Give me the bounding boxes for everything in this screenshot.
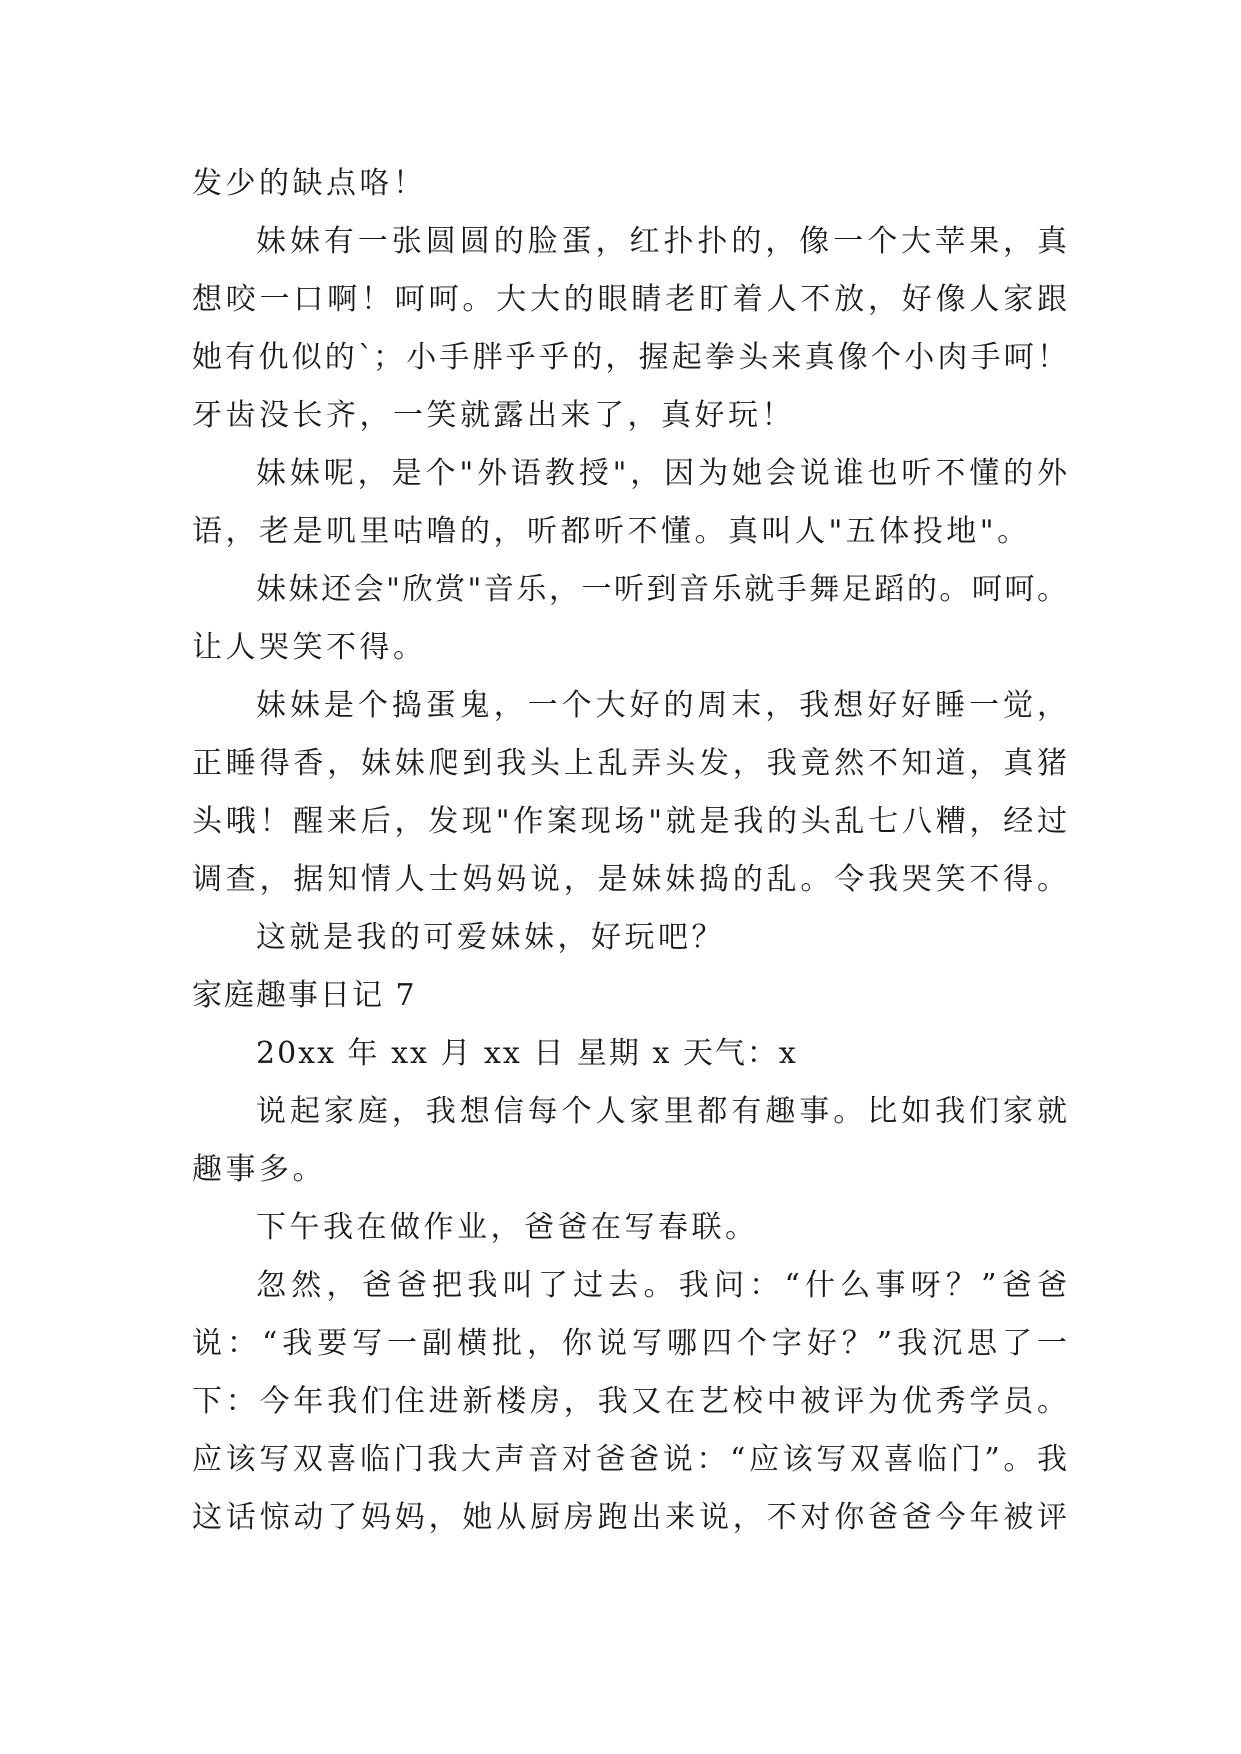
text-line: 让人哭笑不得。 <box>192 630 427 665</box>
text-line: 妹妹还会"欣赏"音乐，一听到音乐就手舞足蹈的。呵呵。 <box>256 572 1067 607</box>
text-line: 下：今年我们住进新楼房，我又在艺校中被评为优秀学员。 <box>192 1384 1067 1419</box>
text-line: 应该写双喜临门我大声音对爸爸说：“应该写双喜临门”。我 <box>192 1442 1067 1477</box>
text-line: 这就是我的可爱妹妹，好玩吧？ <box>256 920 725 955</box>
text-line: 妹妹有一张圆圆的脸蛋，红扑扑的，像一个大苹果，真 <box>256 224 1067 259</box>
text-line: 说：“我要写一副横批，你说写哪四个字好？”我沉思了一 <box>192 1326 1067 1361</box>
document-page <box>192 155 1067 1547</box>
text-line: 她有仇似的`；小手胖乎乎的，握起拳头来真像个小肉手呵！ <box>192 340 1067 375</box>
text-line: 想咬一口啊！呵呵。大大的眼睛老盯着人不放，好像人家跟 <box>192 282 1067 317</box>
text-line: 下午我在做作业，爸爸在写春联。 <box>256 1210 759 1245</box>
text-line: 调查，据知情人士妈妈说，是妹妹捣的乱。令我哭笑不得。 <box>192 862 1067 897</box>
text-line: 正睡得香，妹妹爬到我头上乱弄头发，我竟然不知道，真猪 <box>192 746 1067 781</box>
heading-line: 20xx 年 xx 月 xx 日 星期 x 天气：x <box>256 1036 798 1071</box>
heading-line: 家庭趣事日记 7 <box>192 978 417 1013</box>
text-line: 妹妹呢，是个"外语教授"，因为她会说谁也听不懂的外 <box>256 456 1067 491</box>
text-line: 妹妹是个捣蛋鬼，一个大好的周末，我想好好睡一觉， <box>256 688 1067 723</box>
text-line: 语，老是叽里咕噜的，听都听不懂。真叫人"五体投地"。 <box>192 514 1031 549</box>
text-line: 忽然，爸爸把我叫了过去。我问：“什么事呀？”爸爸 <box>256 1268 1067 1303</box>
text-line: 这话惊动了妈妈，她从厨房跑出来说，不对你爸爸今年被评 <box>192 1500 1067 1535</box>
text-line: 头哦！醒来后，发现"作案现场"就是我的头乱七八糟，经过 <box>192 804 1067 839</box>
text-line: 趣事多。 <box>192 1152 326 1187</box>
text-line: 发少的缺点咯！ <box>192 166 427 201</box>
text-line: 牙齿没长齐，一笑就露出来了，真好玩！ <box>192 398 795 433</box>
text-line: 说起家庭，我想信每个人家里都有趣事。比如我们家就 <box>256 1094 1067 1129</box>
